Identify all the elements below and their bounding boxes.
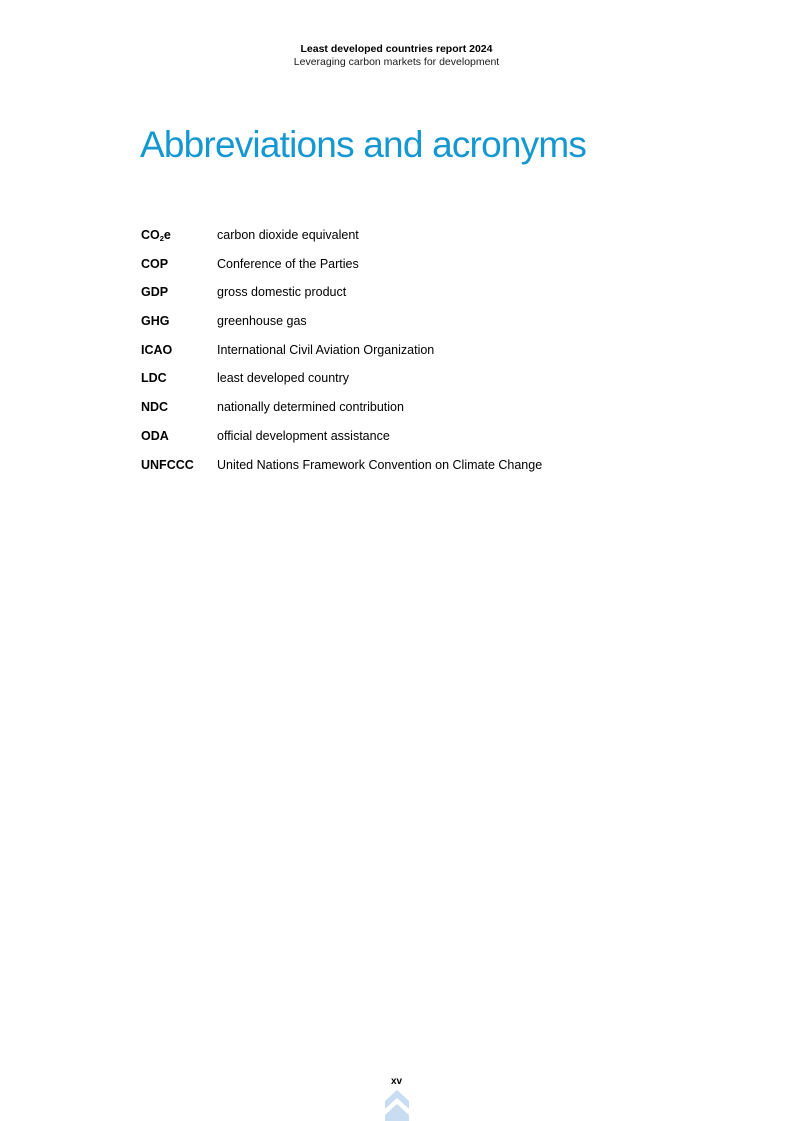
double-chevron-up-icon: [385, 1090, 409, 1121]
term-main: GHG: [141, 314, 170, 329]
page-title: Abbreviations and acronyms: [140, 124, 587, 165]
term-subscript: 2: [159, 234, 164, 243]
abbreviation-list: [141, 226, 701, 484]
term-main: CO: [141, 228, 160, 242]
term-main: LDC: [141, 371, 167, 386]
term-main: GDP: [141, 285, 169, 300]
abbreviation-row: [141, 369, 701, 398]
running-header: [0, 43, 793, 68]
abbreviation-term: [141, 341, 217, 359]
abbreviation-row: [141, 255, 701, 284]
abbreviation-term: [141, 427, 217, 445]
report-subtitle: Leveraging carbon markets for development: [293, 56, 500, 68]
abbreviation-definition: greenhouse gas: [217, 314, 307, 329]
abbreviation-term: [141, 255, 217, 273]
abbreviation-definition: official development assistance: [217, 428, 390, 443]
abbreviation-definition: least developed country: [217, 371, 350, 386]
term-main: ICAO: [141, 342, 173, 357]
abbreviation-term: [141, 398, 217, 416]
abbreviation-term: [141, 456, 217, 474]
abbreviation-definition: International Civil Aviation Organization: [217, 342, 435, 357]
abbreviation-row: [141, 398, 701, 427]
term-main: NDC: [141, 400, 169, 415]
report-title: Least developed countries report 2024: [300, 43, 493, 55]
abbreviation-term: [141, 283, 217, 301]
abbreviation-row: [141, 226, 701, 255]
term-main: ODA: [141, 428, 169, 443]
abbreviation-definition: gross domestic product: [217, 285, 347, 300]
abbreviation-definition: carbon dioxide equivalent: [217, 228, 359, 242]
abbreviation-definition: Conference of the Parties: [217, 256, 359, 271]
abbreviation-term: [141, 312, 217, 330]
abbreviation-row: [141, 341, 701, 370]
abbreviation-definition: nationally determined contribution: [217, 400, 404, 415]
term-suffix: e: [163, 228, 171, 242]
abbreviation-row: [141, 283, 701, 312]
abbreviation-row: [141, 456, 701, 485]
page-number: xv: [390, 1076, 403, 1087]
abbreviation-term: [141, 369, 217, 387]
term-main: UNFCCC: [141, 457, 194, 472]
abbreviation-definition: United Nations Framework Convention on Climate Change: [217, 457, 543, 472]
abbreviation-term: [141, 226, 217, 244]
abbreviation-row: [141, 312, 701, 341]
chevron-lower: [385, 1104, 409, 1121]
term-main: COP: [141, 256, 169, 271]
abbreviation-row: [141, 427, 701, 456]
